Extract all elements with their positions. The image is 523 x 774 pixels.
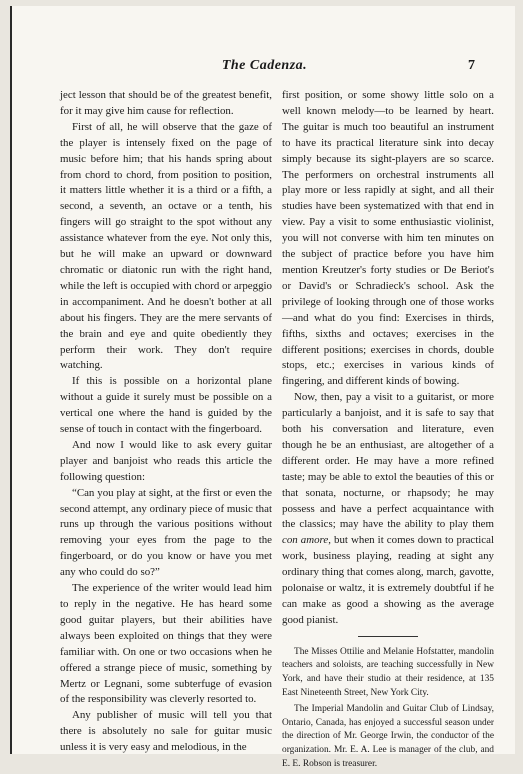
section-divider [358, 636, 418, 637]
paragraph: ject lesson that should be of the greatest benefit, for it may give him cause for reflection. [60, 89, 272, 117]
paragraph: Any publisher of music will tell you that there is absolutely no sale for guitar music unless it is very easy and melodious, in the [60, 709, 272, 754]
paragraph [282, 390, 494, 629]
news-note: The Imperial Mandolin and Guitar Club of Lindsay, Ontario, Canada, has enjoyed a successful season under the direction of Mr. George Irwin, the conductor of the organization. Mr. E. A. Lee is manager of the club, and E. E. Robson is treasurer. [282, 704, 494, 769]
paragraph-text: Now, then, pay a visit to a guitarist, or more particularly a banjoist, and it is safe to say that both his conversation and literature, even though he be an enthusiast, are altogether of a different order. He may have a more refined taste; may be able to extol the beauties of this or that sonata, nocturne, or rhapsody; he may possess and have a perfect acquaintance with the classics; may have the ability to play them [282, 391, 494, 531]
paragraph: first position, or some showy little solo on a well known melody—to be learned by heart. The guitar is much too beautiful an instrument to have its practical literature sink into decay simply because its sight-players are so scarce. The performers on orchestral instruments all play more or less rapidly at sight, and all their studies have been systematized with that end in view. Pay a visit to some enthusiastic violinist, you will not converse with him ten minutes on the subject of practice before you have him mention Kreutzer's forty studies or De Beriot's or David's or Schradieck's school. Ask the privilege of looking through one of those works—and what do you find: Exercises in thirds, fifths, sixths and octaves; exercises in the different positions; exercises in chords, double stops, etc.; exercises in various kinds of fingering, and different kinds of bowing. [282, 89, 494, 388]
paragraph: If this is possible on a horizontal plane without a guide it surely must be possible on a vertical one where the hand is guided by the sense of touch in contact with the fingerboard. [60, 375, 272, 436]
news-note: The Misses Ottilie and Melanie Hofstatter, mandolin teachers and soloists, are teaching successfully in New York, and have their studio at their residence, at 135 East Nineteenth Street, New York City. [282, 646, 494, 698]
masthead-title: The Cadenza. [221, 58, 308, 73]
paragraph: The experience of the writer would lead him to reply in the negative. He has heard some good guitar players, but their abilities have always been exploited on things that they were familiar with. On one or two occasions when he offered a strange piece of music, something by Mertz or Legnani, some subterfuge of evasion of the responsibility was cleverly resorted to. [60, 582, 272, 706]
paragraph-text: , but when it comes down to practical work, business playing, reading at sight any ordinary thing that comes along, march, gavotte, polonaise or waltz, it is extremely doubtful if he can make as good a showing as the average good pianist. [282, 534, 494, 626]
italic-phrase: con amore [282, 534, 329, 547]
paragraph: And now I would like to ask every guitar player and banjoist who reads this article the following question: [60, 438, 272, 483]
left-column [60, 88, 272, 756]
news-notes [282, 646, 494, 771]
magazine-page [10, 6, 515, 769]
page-header [12, 58, 517, 80]
right-column [282, 88, 494, 774]
page-number: 7 [468, 58, 475, 73]
paragraph: First of all, he will observe that the gaze of the player is intensely fixed on the page of music before him; that his hands spring about from chord to chord, from position to position, it matters little whether it is a third or a fifth, a second, a seventh, an octave or a tenth, his fingers will go straight to the spot without any assistance whatever from the eye. Not only this, but he will make an upward or downward chromatic or diatonic run with the right hand, while the left is occupied with chord or arpeggio in accompaniment. And he doesn't bother at all about his fingers. They are the mere servants of the brain and eye and quite obediently they perform their work. They don't require watching. [60, 120, 272, 372]
quoted-question: “Can you play at sight, at the first or even the second attempt, any ordinary piece of music that runs up through the various positions without removing your eyes from the page to the fingerboard, or do you know or have you met any who could do so?” [60, 486, 272, 579]
